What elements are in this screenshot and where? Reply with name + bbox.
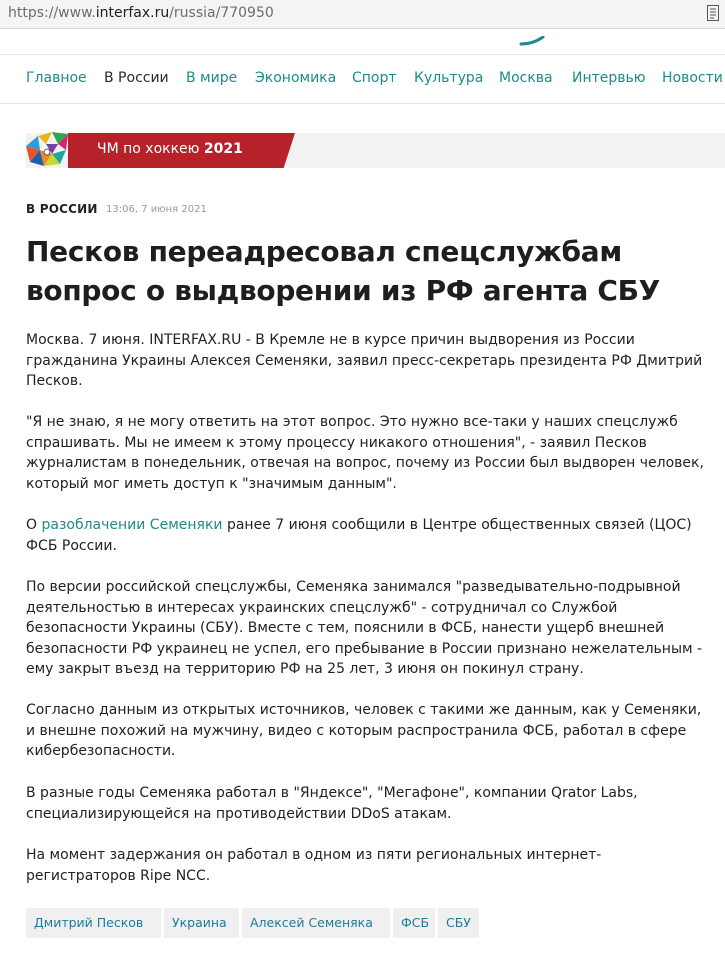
article-paragraph: Согласно данным из открытых источников, человек с такими же данным, как у Семеняки, и внешне похожий на мужчину, видео с которым распространила ФСБ, работал в сфере кибербезопасности. <box>26 702 702 760</box>
article-paragraph: По версии российской спецслужбы, Семеняка занимался "разведывательно-подрывной деятельностью в интересах украинских спецслужб" - сотрудничал со Службой безопасности Украины (СБУ). Вместе с тем, пояснили в ФСБ, нанести ущерб внешней безопасности РФ украинец не успел, его пребывание в России признано нежелательным - ему закрыт въезд на территорию РФ на 25 лет, 3 июня он покинул страну. <box>26 579 703 678</box>
article-paragraph <box>26 515 706 556</box>
tag-ukraine[interactable]: Украина <box>164 908 239 938</box>
reader-view-icon[interactable] <box>707 5 719 21</box>
semenyaka-exposure-link[interactable]: разоблачении Семеняки <box>41 517 223 533</box>
paragraph-text: ранее 7 июня сообщили в Центре общественных связей (ЦОС) ФСБ России. <box>26 517 692 554</box>
browser-address-bar[interactable] <box>0 0 725 29</box>
banner-year: 2021 <box>203 141 243 157</box>
nav-item-sport[interactable]: Спорт <box>352 70 397 86</box>
tag-fsb[interactable]: ФСБ <box>393 908 435 938</box>
url-domain: interfax.ru <box>95 5 170 21</box>
main-navigation <box>0 55 725 103</box>
article-section-label[interactable]: В РОССИИ <box>26 202 98 216</box>
nav-item-world[interactable]: В мире <box>186 70 238 86</box>
url-prefix: https://www. <box>8 5 96 21</box>
nav-item-interview[interactable]: Интервью <box>572 70 646 86</box>
article-timestamp: 13:06, 7 июня 2021 <box>106 204 207 215</box>
banner-title: ЧМ по хоккею <box>97 141 200 157</box>
article-paragraph: В разные годы Семеняка работал в "Яндексе", "Мегафоне", компании Qrator Labs, специализирующейся на противодействии DDoS атакам. <box>26 785 638 822</box>
tag-dmitry-peskov[interactable]: Дмитрий Песков <box>26 908 161 938</box>
nav-divider <box>0 103 725 104</box>
nav-item-economy[interactable]: Экономика <box>255 70 337 86</box>
article-headline: Песков переадресовал спецслужбам вопрос о выдворении из РФ агента СБУ <box>26 235 660 307</box>
url-path: /russia/770950 <box>169 5 274 21</box>
nav-item-culture[interactable]: Культура <box>414 70 484 86</box>
tag-sbu[interactable]: СБУ <box>438 908 479 938</box>
hockey-championship-logo-icon <box>26 132 70 170</box>
nav-item-news[interactable]: Новости <box>662 70 723 86</box>
hockey-banner-text[interactable] <box>97 141 243 157</box>
nav-item-russia[interactable]: В России <box>104 70 169 86</box>
site-logo-swoosh-icon[interactable] <box>519 31 545 41</box>
article-paragraph: "Я не знаю, я не могу ответить на этот вопрос. Это нужно все-таки у наших спецслужб спрашивать. Мы не имеем к этому процессу никакого отношения", - заявил Песков журналистам в понедельник, отвечая на вопрос, почему из России был выдворен человек, который мог иметь доступ к "значимым данным". <box>26 414 704 492</box>
paragraph-text: О <box>26 517 42 533</box>
article-paragraph: Москва. 7 июня. INTERFAX.RU - В Кремле не в курсе причин выдворения из России гражданина Украины Алексея Семеняки, заявил пресс-секретарь президента РФ Дмитрий Песков. <box>26 332 703 390</box>
nav-item-moscow[interactable]: Москва <box>499 70 553 86</box>
nav-item-main[interactable]: Главное <box>26 70 87 86</box>
tag-alexey-semenyaka[interactable]: Алексей Семеняка <box>242 908 390 938</box>
url-text[interactable] <box>8 5 274 21</box>
article-paragraph: На момент задержания он работал в одном из пяти региональных интернет-регистраторов Ripe NCC. <box>26 847 602 884</box>
